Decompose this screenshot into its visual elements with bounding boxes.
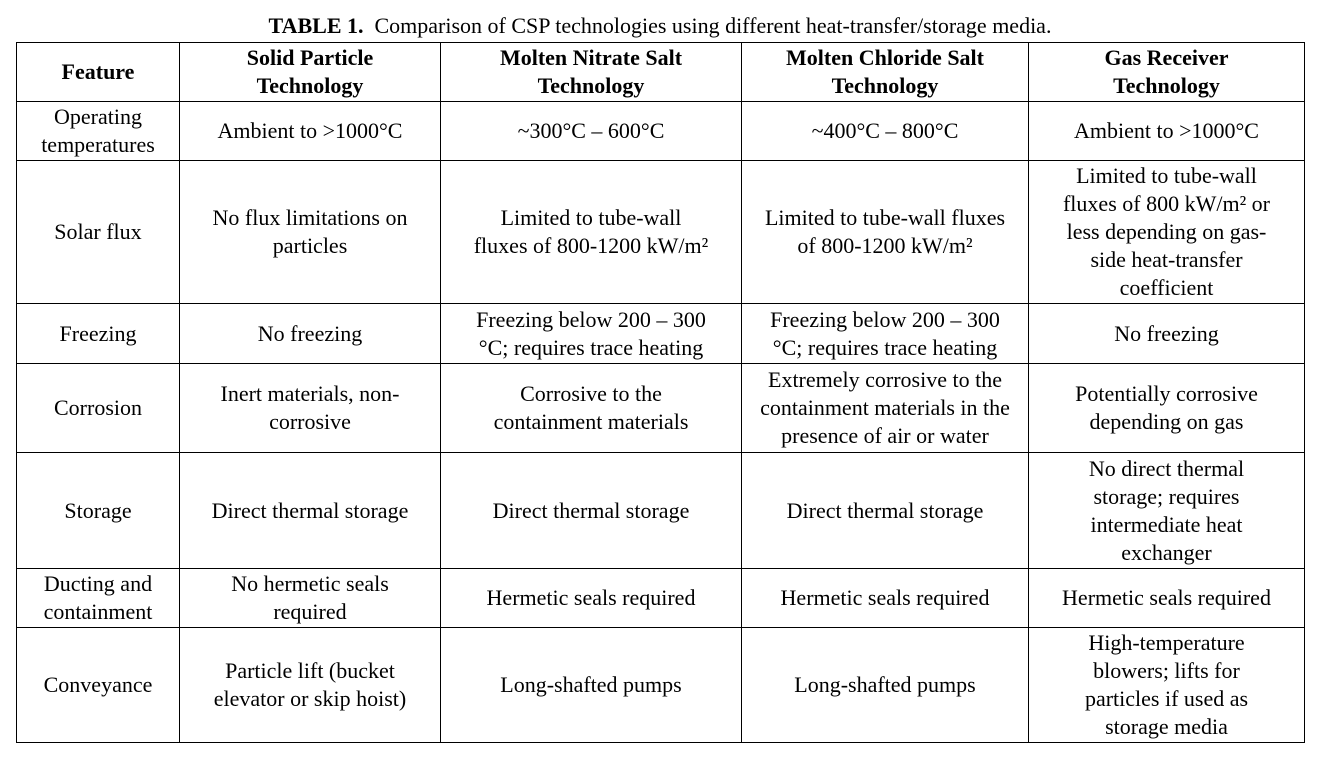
table-row [17,453,1305,569]
feature-cell: Solar flux [17,161,180,304]
table-cell: Direct thermal storage [441,453,742,569]
table-cell: Long-shafted pumps [742,628,1029,743]
table-cell: ~400°C – 800°C [742,102,1029,161]
table-row [17,102,1305,161]
table-cell: Long-shafted pumps [441,628,742,743]
header-row [17,43,1305,102]
caption-label: TABLE 1. [268,13,364,38]
table-cell: Corrosive to the containment materials [441,364,742,453]
table-cell: Particle lift (bucket elevator or skip hoist) [180,628,441,743]
table-cell: Hermetic seals required [742,569,1029,628]
feature-cell: Operating temperatures [17,102,180,161]
table-cell: Ambient to >1000°C [1029,102,1305,161]
table-caption [0,12,1320,40]
table-cell: Direct thermal storage [742,453,1029,569]
table-cell: Limited to tube-wall fluxes of 800-1200 kW/m² [441,161,742,304]
feature-cell: Storage [17,453,180,569]
table-cell: Direct thermal storage [180,453,441,569]
table-cell: High-temperature blowers; lifts for particles if used as storage media [1029,628,1305,743]
table-cell: No hermetic seals required [180,569,441,628]
table-cell: Inert materials, non- corrosive [180,364,441,453]
table-cell: Limited to tube-wall fluxes of 800 kW/m² or less depending on gas- side heat-transfer coefficient [1029,161,1305,304]
header-cell: Feature [17,43,180,102]
table-cell: ~300°C – 600°C [441,102,742,161]
feature-cell: Corrosion [17,364,180,453]
table-cell: Hermetic seals required [1029,569,1305,628]
feature-cell: Conveyance [17,628,180,743]
feature-cell: Freezing [17,304,180,364]
table-cell: No direct thermal storage; requires intermediate heat exchanger [1029,453,1305,569]
table-row [17,628,1305,743]
table-cell: Potentially corrosive depending on gas [1029,364,1305,453]
table-cell: Freezing below 200 – 300 °C; requires trace heating [742,304,1029,364]
table-cell: No flux limitations on particles [180,161,441,304]
table-cell: Freezing below 200 – 300 °C; requires trace heating [441,304,742,364]
table-cell: Limited to tube-wall fluxes of 800-1200 kW/m² [742,161,1029,304]
table-row [17,161,1305,304]
feature-cell: Ducting and containment [17,569,180,628]
table-row [17,364,1305,453]
caption-text: Comparison of CSP technologies using different heat-transfer/storage media. [374,13,1052,38]
table-row [17,569,1305,628]
comparison-table [16,42,1305,743]
header-cell: Gas Receiver Technology [1029,43,1305,102]
table-cell: Ambient to >1000°C [180,102,441,161]
header-cell: Molten Chloride Salt Technology [742,43,1029,102]
table-cell: No freezing [180,304,441,364]
table-cell: Extremely corrosive to the containment materials in the presence of air or water [742,364,1029,453]
table-cell: Hermetic seals required [441,569,742,628]
table-row [17,304,1305,364]
header-cell: Solid Particle Technology [180,43,441,102]
header-cell: Molten Nitrate Salt Technology [441,43,742,102]
table-cell: No freezing [1029,304,1305,364]
